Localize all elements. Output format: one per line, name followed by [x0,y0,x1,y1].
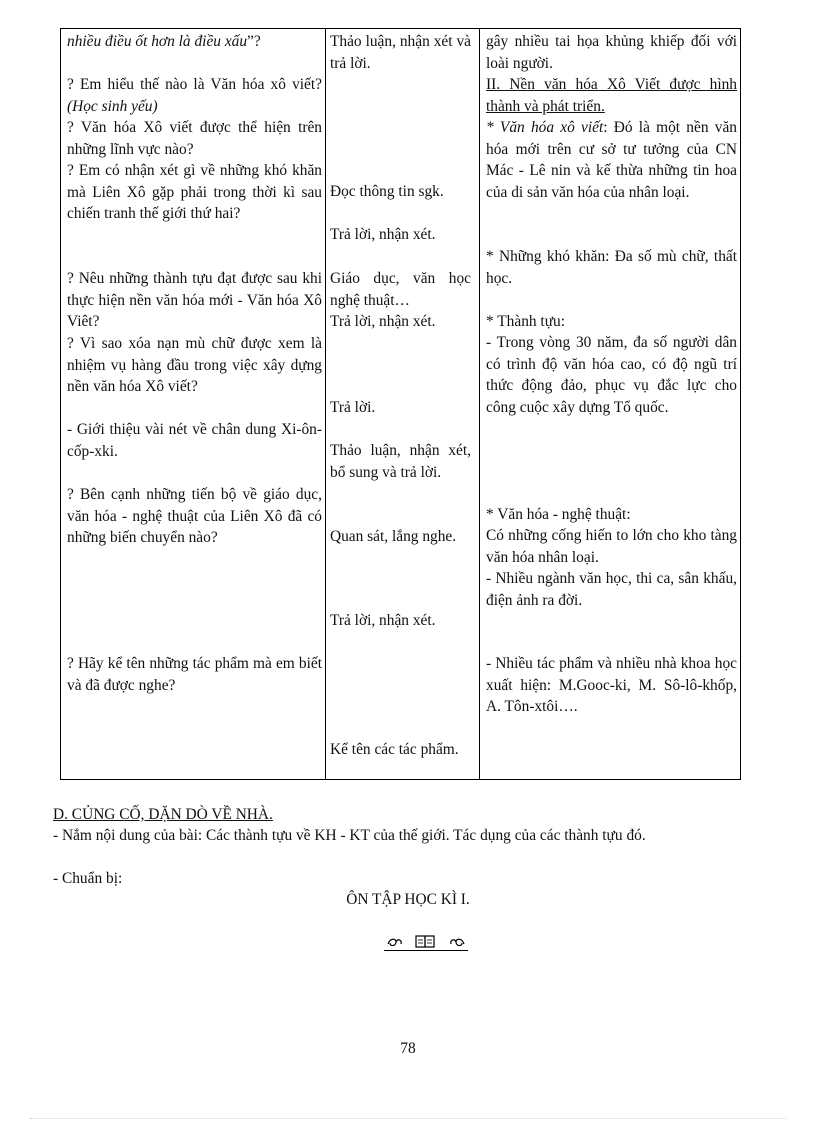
works-text: - Nhiều tác phẩm và nhiều nhà khoa học xuất hiện: M.Gooc-ki, M. Sô-lô-khốp, A. Tôn-xtôi…. [486,655,737,715]
question-block: - Giới thiệu vài nét về chân dung Xi-ôn-cốp-xki. [67,421,322,460]
section-heading: II. Nền văn hóa Xô Viết được hình thành và phát triển. [486,76,737,115]
definition-block: * Văn hóa xô viết: Đó là một nền văn hóa mới trên cư sở tư tưởng của CN Mác - Lê nin và kế thừa những tin hoa của di sản văn hóa của nhân loại. [486,119,737,201]
culture-text: - Nhiều ngành văn học, thi ca, sân khấu, điện ảnh ra đời. [486,570,737,609]
question-block: ? Bên cạnh những tiến bộ về giáo dục, văn hóa - nghệ thuật của Liên Xô đã có những biến chuyển nào? [67,486,322,546]
question-block: ? Văn hóa Xô viết được thể hiện trên những lĩnh vực nào? [67,119,322,158]
activity-block: Trả lời, nhận xét. [330,226,436,243]
culture-title: * Văn hóa - nghệ thuật: [486,506,631,523]
achievement-text: - Trong vòng 30 năm, đa số người dân có trình độ văn hóa cao, có độ ngũ trí thức động đảo, phục vụ đắc lực cho công cuộc xây dựng Tổ quốc. [486,334,737,416]
column-divider [325,29,326,779]
question-block: ? Nêu những thành tựu đạt được sau khi thực hiện nền văn hóa mới - Văn hóa Xô Viêt? [67,270,322,330]
section-d-title: D. CỦNG CỐ, DẶN DÒ VỀ NHÀ. [53,806,273,823]
content-intro: gây nhiều tai họa khủng khiếp đối với loài người. [486,33,737,72]
activity-block: Quan sát, lắng nghe. [330,528,457,545]
question-block: nhiều điều ốt hơn là điều xấu”? [67,33,261,50]
column-divider [479,29,480,779]
activity-block: Thảo luận, nhận xét, bổ sung và trả lời. [330,442,471,481]
section-d-line: - Nắm nội dung của bài: Các thành tựu về KH - KT của thế giới. Tác dụng của các thành tựu đó. [53,827,646,844]
activity-block: Đọc thông tin sgk. [330,183,444,200]
ornament-svg [384,932,468,952]
question-block: ? Hãy kể tên những tác phẩm mà em biết và đã được nghe? [67,655,322,694]
activity-block: Trả lời, nhận xét. [330,313,436,330]
question-block: ? Vì sao xóa nạn mù chữ được xem là nhiệm vụ hàng đầu trong việc xây dựng nền văn hóa Xô viết? [67,335,322,395]
activity-block: Thảo luận, nhận xét và trả lời. [330,33,471,72]
activity-block: Kể tên các tác phẩm. [330,741,459,758]
section-d-line: - Chuẩn bị: [53,870,123,887]
achievement-title: * Thành tựu: [486,313,566,330]
culture-text: Có những cống hiến to lớn cho kho tàng văn hóa nhân loại. [486,527,737,566]
lesson-table [60,28,741,780]
activity-block: Trả lời, nhận xét. [330,612,436,629]
activity-block: Giáo dục, văn học nghệ thuật… [330,270,471,309]
ornament-underline [384,950,468,951]
book-ornament-icon [384,932,468,952]
question-block: ? Em có nhận xét gì về những khó khăn mà Liên Xô gặp phải trong thời kì sau chiến tranh thế giới thứ hai? [67,162,322,222]
activity-block: Trả lời. [330,399,376,416]
question-block: ? Em hiểu thế nào là Văn hóa xô viết? (Học sinh yếu) [67,76,322,115]
page-number: 78 [400,1040,416,1057]
difficulty-block: * Những khó khăn: Đa số mù chữ, thất học. [486,248,737,287]
review-heading: ÔN TẬP HỌC KÌ I. [346,891,470,908]
page-bottom-rule [30,1118,786,1119]
